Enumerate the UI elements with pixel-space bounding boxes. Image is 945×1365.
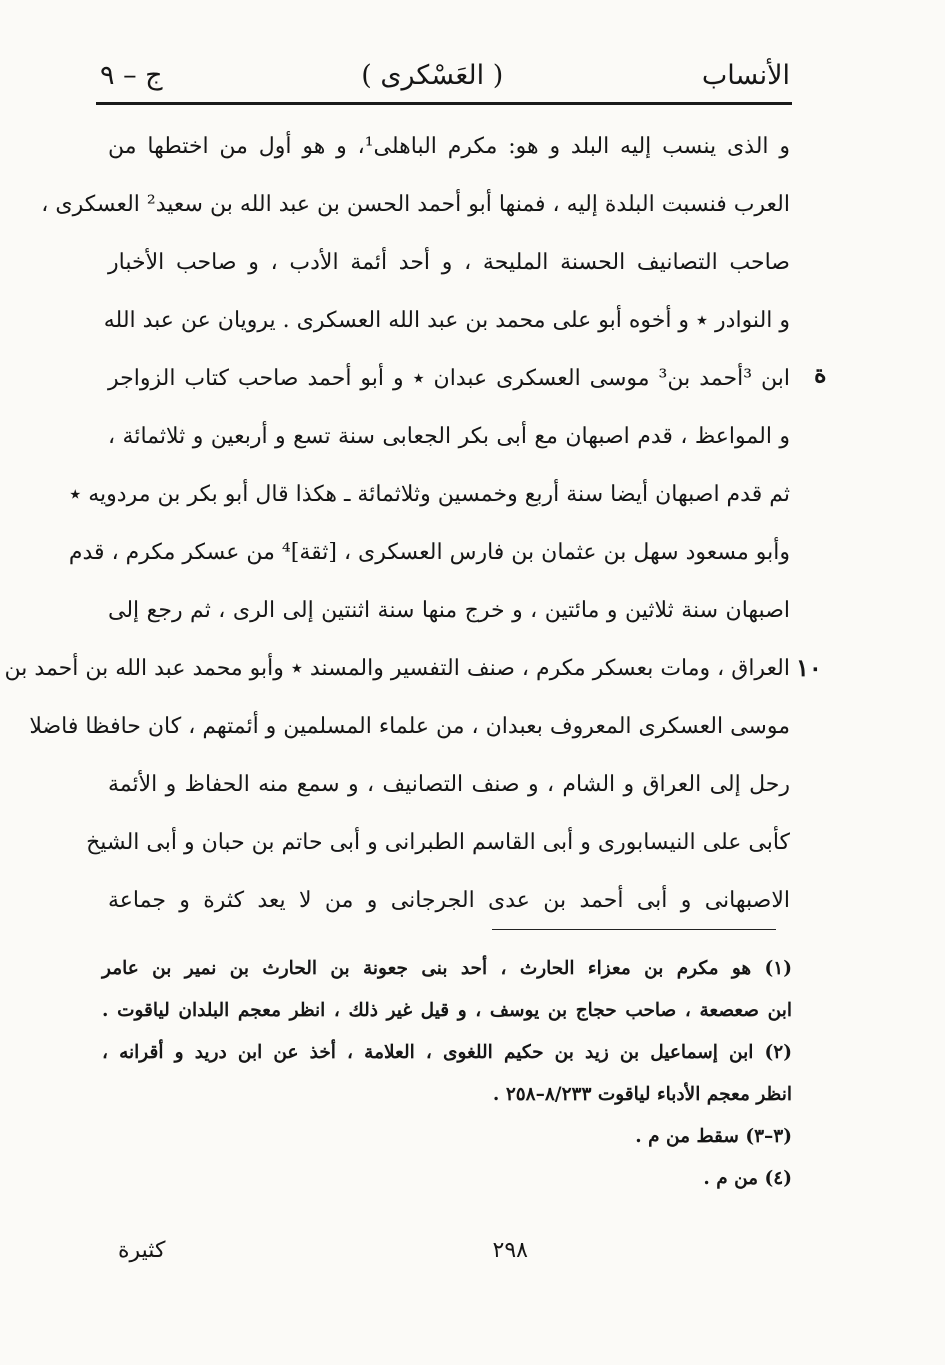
text-line: العرب فنسبت البلدة إليه ، فمنها أبو أحمد الحسن بن عبد الله بن سعيد² العسكرى ، [41, 192, 790, 217]
page-number: ٢٩٨ [492, 1237, 528, 1263]
footnote-line: (٢) ابن إسماعيل بن زيد بن حكيم اللغوى ، العلامة ، أخذ عن ابن دريد و أقرانه ، [102, 1042, 792, 1063]
header-volume: ج – ٩ [100, 59, 163, 91]
footnote-line: انظر معجم الأدباء لياقوت ٨/٢٣٣–٢٥٨ . [492, 1084, 792, 1105]
text-line: وأبو مسعود سهل بن عثمان بن فارس العسكرى ، [ثقة]⁴ من عسكر مكرم ، قدم [68, 540, 790, 565]
footnote-line: ابن صعصعة ، صاحب حجاج بن يوسف ، و قيل غير ذلك ، انظر معجم البلدان لياقوت . [102, 1000, 792, 1021]
margin-line-number-5: ة [814, 359, 827, 388]
text-line: الاصبهانى و أبى أحمد بن عدى الجرجانى و من لا يعد كثرة و جماعة [108, 888, 790, 913]
text-line: ابن ³أحمد بن³ موسى العسكرى عبدان ٭ و أبو أحمد صاحب كتاب الزواجر [108, 366, 790, 391]
text-line: رحل إلى العراق و الشام ، و صنف التصانيف ، و سمع منه الحفاظ و الأئمة [108, 772, 790, 797]
page-footer [118, 1232, 528, 1268]
text-line: العراق ، ومات بعسكر مكرم ، صنف التفسير والمسند ٭ وأبو محمد عبد الله بن أحمد بن [4, 656, 790, 681]
catchword: كثيرة [118, 1237, 166, 1263]
text-line: صاحب التصانيف الحسنة المليحة ، و أحد أئمة الأدب ، و صاحب الأخبار [108, 250, 790, 275]
footnote-line: (٤) من م . [703, 1168, 792, 1189]
text-line: موسى العسكرى المعروف بعبدان ، من علماء المسلمين و أئمتهم ، كان حافظا فاضلا [29, 714, 790, 739]
text-line: ثم قدم اصبهان أيضا سنة أربع وخمسين وثلاثمائة ـ هكذا قال أبو بكر بن مردويه ٭ [69, 482, 790, 507]
footnote-line: (٣–٣) سقط من م . [635, 1126, 792, 1147]
text-line: كأبى على النيسابورى و أبى القاسم الطبرانى و أبى حاتم بن حبان و أبى الشيخ [86, 830, 790, 855]
margin-line-number-10: ١٠ [796, 653, 822, 682]
header-rule [96, 102, 792, 105]
text-line: و المواعظ ، قدم اصبهان مع أبى بكر الجعابى سنة تسع و أربعين و ثلاثمائة ، [108, 424, 790, 449]
header-book-title: الأنساب [701, 59, 790, 91]
running-header [100, 52, 790, 98]
text-line: اصبهان سنة ثلاثين و مائتين ، و خرج منها سنة اثنتين إلى الرى ، ثم رجع إلى [108, 598, 790, 623]
footnotes [102, 948, 792, 1200]
footnote-rule [492, 929, 776, 930]
text-line: و النوادر ٭ و أخوه أبو على محمد بن عبد الله العسكرى . يرويان عن عبد الله [103, 308, 790, 333]
text-line: و الذى ينسب إليه البلد و هو: مكرم الباهلى¹، و هو أول من اختطها من [108, 134, 790, 159]
main-text [4, 118, 790, 930]
footnote-line: (١) هو مكرم بن معزاء الحارث ، أحد بنى جعونة بن الحارث بن نمير بن عامر [102, 958, 792, 979]
header-entry-title: ( العَسْكرى ) [361, 59, 504, 91]
